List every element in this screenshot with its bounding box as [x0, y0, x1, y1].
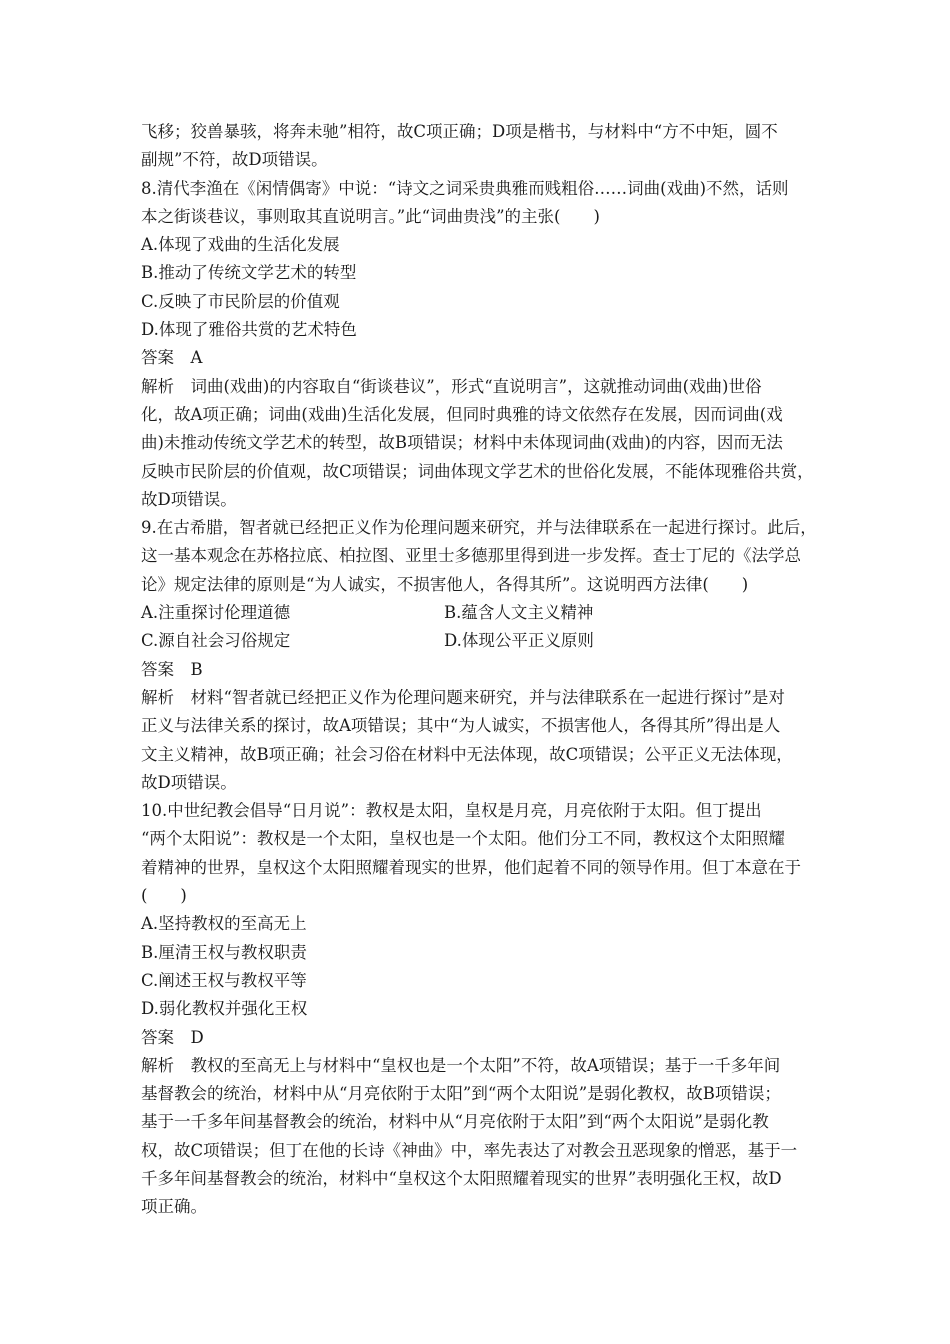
- option-a: A.坚持教权的至高无上: [141, 914, 307, 934]
- option-row: [141, 599, 813, 627]
- question-10: [141, 797, 813, 1221]
- analysis: [141, 684, 813, 797]
- option-c: C.反映了市民阶层的价值观: [141, 291, 340, 311]
- question-8: [141, 175, 813, 515]
- text-line: 故D项错误。: [141, 772, 237, 792]
- question-stem: [141, 797, 813, 910]
- option-b: B.推动了传统文学艺术的转型: [141, 263, 357, 283]
- text-line: 9.在古希腊，智者就已经把正义作为伦理问题来研究，并与法律联系在一起进行探讨。此后，: [141, 518, 817, 538]
- option-list: [141, 231, 813, 344]
- answer-line: 答案 A: [141, 348, 203, 368]
- option-a: A.体现了戏曲的生活化发展: [141, 235, 340, 255]
- text-line: 故D项错误。: [141, 489, 237, 509]
- text-line: 解析 词曲(戏曲)的内容取自“街谈巷议”，形式“直说明言”，这就推动词曲(戏曲)世俗: [141, 376, 762, 396]
- text-line: 8.清代李渔在《闲情偶寄》中说：“诗文之词采贵典雅而贱粗俗……词曲(戏曲)不然，话则: [141, 178, 789, 198]
- text-line: 飞移；狡兽暴骇，将奔未驰”相符，故C项正确；D项是楷书，与材料中“方不中矩，圆不: [141, 122, 778, 141]
- option-list: [141, 599, 813, 656]
- text-line: ( ): [141, 886, 187, 906]
- question-stem: [141, 175, 813, 232]
- text-line: 文主义精神，故B项正确；社会习俗在材料中无法体现，故C项错误；公平正义无法体现，: [141, 744, 793, 764]
- text-line: 这一基本观念在苏格拉底、柏拉图、亚里士多德那里得到进一步发挥。查士丁尼的《法学总: [141, 546, 801, 566]
- text-line: 基于一千多年间基督教会的统治，材料中从“月亮依附于太阳”到“两个太阳说”是弱化教: [141, 1112, 769, 1132]
- text-line: 解析 材料“智者就已经把正义作为伦理问题来研究，并与法律联系在一起进行探讨”是对: [141, 687, 785, 707]
- text-line: 曲)未推动传统文学艺术的转型，故B项错误；材料中未体现词曲(戏曲)的内容，因而无法: [141, 433, 783, 453]
- question-stem: [141, 514, 817, 599]
- text-line: 权，故C项错误；但丁在他的长诗《神曲》中，率先表达了对教会丑恶现象的憎恶，基于一: [141, 1140, 798, 1160]
- option-c: C.源自社会习俗规定: [141, 631, 291, 651]
- document-page: [141, 118, 817, 1222]
- option-b: B.蕴含人文主义精神: [444, 603, 594, 623]
- text-line: 反映市民阶层的价值观，故C项错误；词曲体现文学艺术的世俗化发展，不能体现雅俗共赏，: [141, 461, 814, 481]
- option-d: D.体现公平正义原则: [444, 631, 594, 651]
- text-line: 解析 教权的至高无上与材料中“皇权也是一个太阳”不符，故A项错误；基于一千多年间: [141, 1055, 781, 1075]
- question-9: [141, 514, 817, 797]
- text-line: 本之街谈巷议，事则取其直说明言。”此“词曲贵浅”的主张( ): [141, 206, 600, 226]
- option-d: D.弱化教权并强化王权: [141, 999, 308, 1019]
- answer-line: 答案 D: [141, 1027, 204, 1047]
- text-line: 着精神的世界，皇权这个太阳照耀着现实的世界，他们起着不同的领导作用。但丁本意在于: [141, 857, 801, 877]
- previous-analysis-continuation: [141, 118, 813, 175]
- option-c: C.阐述王权与教权平等: [141, 970, 307, 990]
- text-line: 基督教会的统治，材料中从“月亮依附于太阳”到“两个太阳说”是弱化教权，故B项错误；: [141, 1084, 781, 1104]
- option-a: A.注重探讨伦理道德: [141, 603, 291, 623]
- answer-line: 答案 B: [141, 659, 203, 679]
- text-line: 正义与法律关系的探讨，故A项错误；其中“为人诚实，不损害他人，各得其所”得出是人: [141, 716, 781, 736]
- analysis: [141, 1052, 813, 1222]
- text-line: 千多年间基督教会的统治，材料中“皇权这个太阳照耀着现实的世界”表明强化王权，故D: [141, 1168, 782, 1188]
- option-row: [141, 627, 813, 655]
- option-b: B.厘清王权与教权职责: [141, 942, 307, 962]
- text-line: 论》规定法律的原则是“为人诚实，不损害他人，各得其所”。这说明西方法律( ): [141, 574, 749, 594]
- option-d: D.体现了雅俗共赏的艺术特色: [141, 320, 357, 340]
- analysis: [141, 373, 813, 514]
- text-line: “两个太阳说”：教权是一个太阳，皇权也是一个太阳。他们分工不同，教权这个太阳照耀: [141, 829, 785, 849]
- option-list: [141, 910, 813, 1023]
- text-line: 副规”不符，故D项错误。: [141, 150, 328, 170]
- text-line: 项正确。: [141, 1197, 207, 1217]
- text-line: 10.中世纪教会倡导“日月说”：教权是太阳，皇权是月亮，月亮依附于太阳。但丁提出: [141, 801, 762, 821]
- text-line: 化，故A项正确；词曲(戏曲)生活化发展，但同时典雅的诗文依然存在发展，因而词曲(戏: [141, 404, 783, 424]
